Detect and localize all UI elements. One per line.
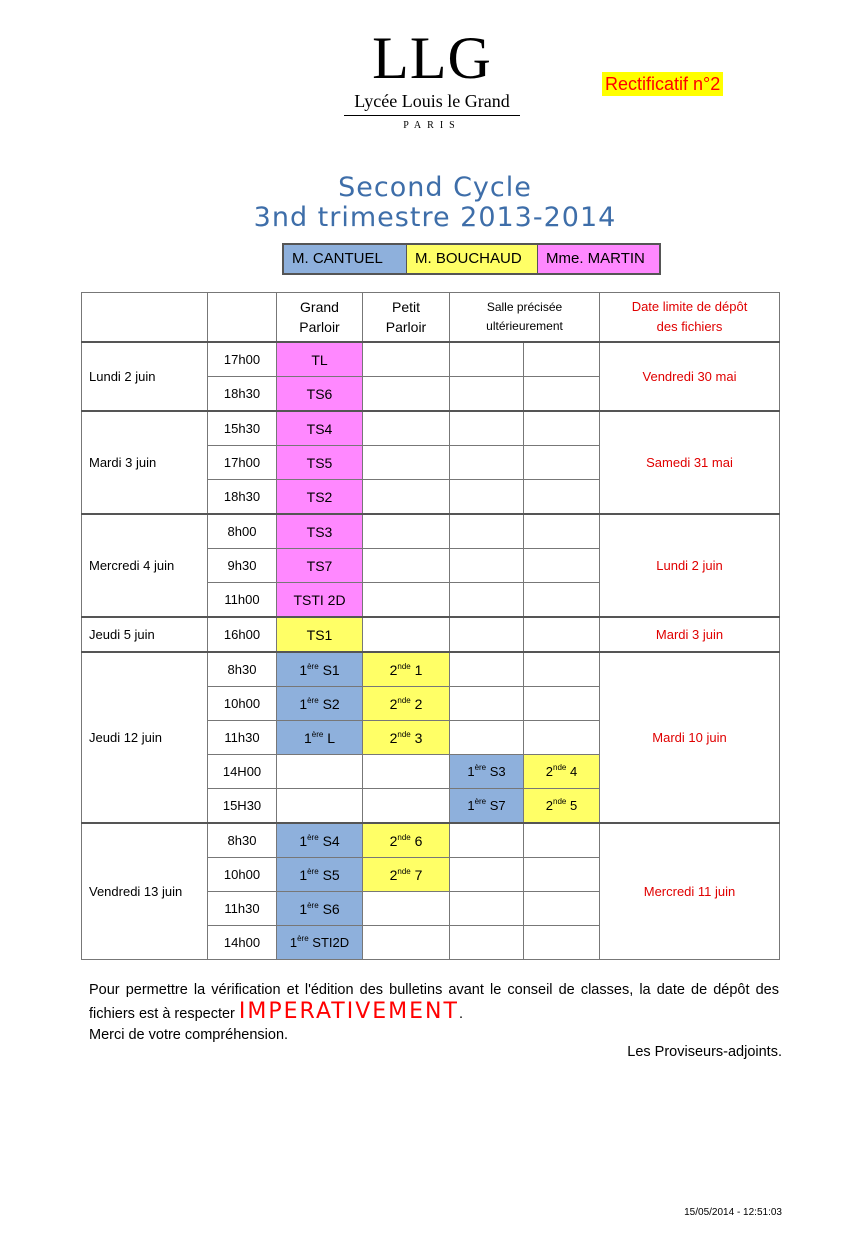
day-cell: Jeudi 5 juin	[82, 617, 208, 652]
time-cell: 10h00	[208, 858, 277, 892]
class-cell: 2nde 5	[524, 789, 600, 824]
logo-school-name: Lycée Louis le Grand	[354, 91, 510, 111]
note-emphasis: IMPERATIVEMENT	[238, 999, 459, 1024]
time-cell: 11h30	[208, 892, 277, 926]
time-cell: 8h30	[208, 652, 277, 687]
empty-cell	[450, 514, 524, 549]
table-row	[82, 617, 780, 652]
empty-cell	[363, 480, 450, 515]
note-text: Pour permettre la vérification et l'édition des bulletins avant le conseil de classes, la date de dépôt des fichiers est à respecter	[89, 982, 779, 1022]
empty-cell	[524, 446, 600, 480]
empty-cell	[450, 377, 524, 412]
empty-cell	[450, 892, 524, 926]
class-cell: TS5	[277, 446, 363, 480]
empty-cell	[363, 755, 450, 789]
empty-cell	[524, 377, 600, 412]
time-cell: 15H30	[208, 789, 277, 824]
time-cell: 11h30	[208, 721, 277, 755]
time-cell: 14h00	[208, 926, 277, 960]
empty-cell	[363, 789, 450, 824]
empty-cell	[450, 858, 524, 892]
header-grand-parloir: Grand Parloir	[277, 293, 363, 343]
empty-cell	[277, 789, 363, 824]
time-cell: 16h00	[208, 617, 277, 652]
table-row	[82, 342, 780, 377]
empty-cell	[450, 342, 524, 377]
day-cell: Vendredi 13 juin	[82, 823, 208, 960]
header-petit-parloir: Petit Parloir	[363, 293, 450, 343]
empty-cell	[277, 755, 363, 789]
class-cell: 1ère S5	[277, 858, 363, 892]
table-header-row	[82, 293, 780, 343]
class-cell: TS4	[277, 411, 363, 446]
class-cell: 2nde 2	[363, 687, 450, 721]
rectificatif-badge: Rectificatif n°2	[602, 72, 723, 96]
legend-cantuel: M. CANTUEL	[284, 245, 407, 273]
time-cell: 10h00	[208, 687, 277, 721]
logo-initials: LLG	[372, 25, 492, 91]
class-cell: TL	[277, 342, 363, 377]
page-subtitle: 3nd trimestre 2013-2014	[253, 202, 617, 233]
empty-cell	[524, 892, 600, 926]
class-cell: 2nde 6	[363, 823, 450, 858]
empty-cell	[524, 926, 600, 960]
empty-cell	[363, 514, 450, 549]
time-cell: 9h30	[208, 549, 277, 583]
empty-cell	[524, 583, 600, 618]
time-cell: 18h30	[208, 377, 277, 412]
page-title: Second Cycle	[338, 172, 532, 203]
class-cell: 1ère STI2D	[277, 926, 363, 960]
class-cell: 2nde 3	[363, 721, 450, 755]
class-cell: 1ère S1	[277, 652, 363, 687]
empty-cell	[524, 514, 600, 549]
empty-cell	[524, 342, 600, 377]
class-cell: TS6	[277, 377, 363, 412]
day-cell: Mardi 3 juin	[82, 411, 208, 514]
class-cell: 1ère L	[277, 721, 363, 755]
day-cell: Mercredi 4 juin	[82, 514, 208, 617]
table-row	[82, 652, 780, 687]
header-empty-day	[82, 293, 208, 343]
note-period: .	[458, 1006, 463, 1022]
empty-cell	[363, 549, 450, 583]
empty-cell	[450, 480, 524, 515]
deadline-cell: Mercredi 11 juin	[600, 823, 780, 960]
empty-cell	[524, 652, 600, 687]
class-cell: TS7	[277, 549, 363, 583]
header-salle: Salle précisée ultérieurement	[450, 293, 600, 343]
empty-cell	[450, 926, 524, 960]
school-logo	[340, 25, 524, 132]
empty-cell	[450, 823, 524, 858]
day-cell: Jeudi 12 juin	[82, 652, 208, 823]
class-cell: TS1	[277, 617, 363, 652]
class-cell: 1ère S6	[277, 892, 363, 926]
empty-cell	[363, 377, 450, 412]
class-cell: 2nde 1	[363, 652, 450, 687]
class-cell: 1ère S4	[277, 823, 363, 858]
print-timestamp: 15/05/2014 - 12:51:03	[684, 1207, 782, 1218]
deadline-cell: Vendredi 30 mai	[600, 342, 780, 411]
class-cell: TSTI 2D	[277, 583, 363, 618]
empty-cell	[450, 617, 524, 652]
footer-note	[89, 980, 779, 1046]
header-empty-time	[208, 293, 277, 343]
empty-cell	[524, 617, 600, 652]
signature: Les Proviseurs-adjoints.	[627, 1044, 782, 1060]
time-cell: 15h30	[208, 411, 277, 446]
empty-cell	[450, 583, 524, 618]
class-cell: TS3	[277, 514, 363, 549]
time-cell: 17h00	[208, 446, 277, 480]
table-row	[82, 411, 780, 446]
time-cell: 14H00	[208, 755, 277, 789]
class-cell: 2nde 7	[363, 858, 450, 892]
logo-city: PARIS	[403, 120, 461, 131]
empty-cell	[363, 411, 450, 446]
legend-martin: Mme. MARTIN	[538, 245, 659, 273]
empty-cell	[524, 687, 600, 721]
deadline-cell: Mardi 10 juin	[600, 652, 780, 823]
logo-divider	[344, 115, 520, 116]
empty-cell	[524, 480, 600, 515]
empty-cell	[524, 549, 600, 583]
time-cell: 11h00	[208, 583, 277, 618]
empty-cell	[450, 446, 524, 480]
empty-cell	[524, 721, 600, 755]
time-cell: 17h00	[208, 342, 277, 377]
empty-cell	[363, 926, 450, 960]
empty-cell	[363, 892, 450, 926]
empty-cell	[524, 823, 600, 858]
header-deadline: Date limite de dépôt des fichiers	[600, 293, 780, 343]
empty-cell	[450, 652, 524, 687]
empty-cell	[450, 549, 524, 583]
day-cell: Lundi 2 juin	[82, 342, 208, 411]
note-thanks: Merci de votre compréhension.	[89, 1027, 289, 1043]
empty-cell	[450, 687, 524, 721]
class-cell: 1ère S7	[450, 789, 524, 824]
empty-cell	[363, 617, 450, 652]
empty-cell	[450, 411, 524, 446]
empty-cell	[524, 411, 600, 446]
class-cell: 2nde 4	[524, 755, 600, 789]
schedule-table	[81, 292, 780, 960]
empty-cell	[363, 446, 450, 480]
empty-cell	[524, 858, 600, 892]
deadline-cell: Lundi 2 juin	[600, 514, 780, 617]
class-cell: TS2	[277, 480, 363, 515]
legend-bouchaud: M. BOUCHAUD	[407, 245, 538, 273]
empty-cell	[363, 583, 450, 618]
teacher-legend	[282, 243, 661, 275]
table-row	[82, 823, 780, 858]
empty-cell	[363, 342, 450, 377]
class-cell: 1ère S3	[450, 755, 524, 789]
time-cell: 8h00	[208, 514, 277, 549]
table-row	[82, 514, 780, 549]
time-cell: 18h30	[208, 480, 277, 515]
deadline-cell: Mardi 3 juin	[600, 617, 780, 652]
deadline-cell: Samedi 31 mai	[600, 411, 780, 514]
time-cell: 8h30	[208, 823, 277, 858]
empty-cell	[450, 721, 524, 755]
class-cell: 1ère S2	[277, 687, 363, 721]
